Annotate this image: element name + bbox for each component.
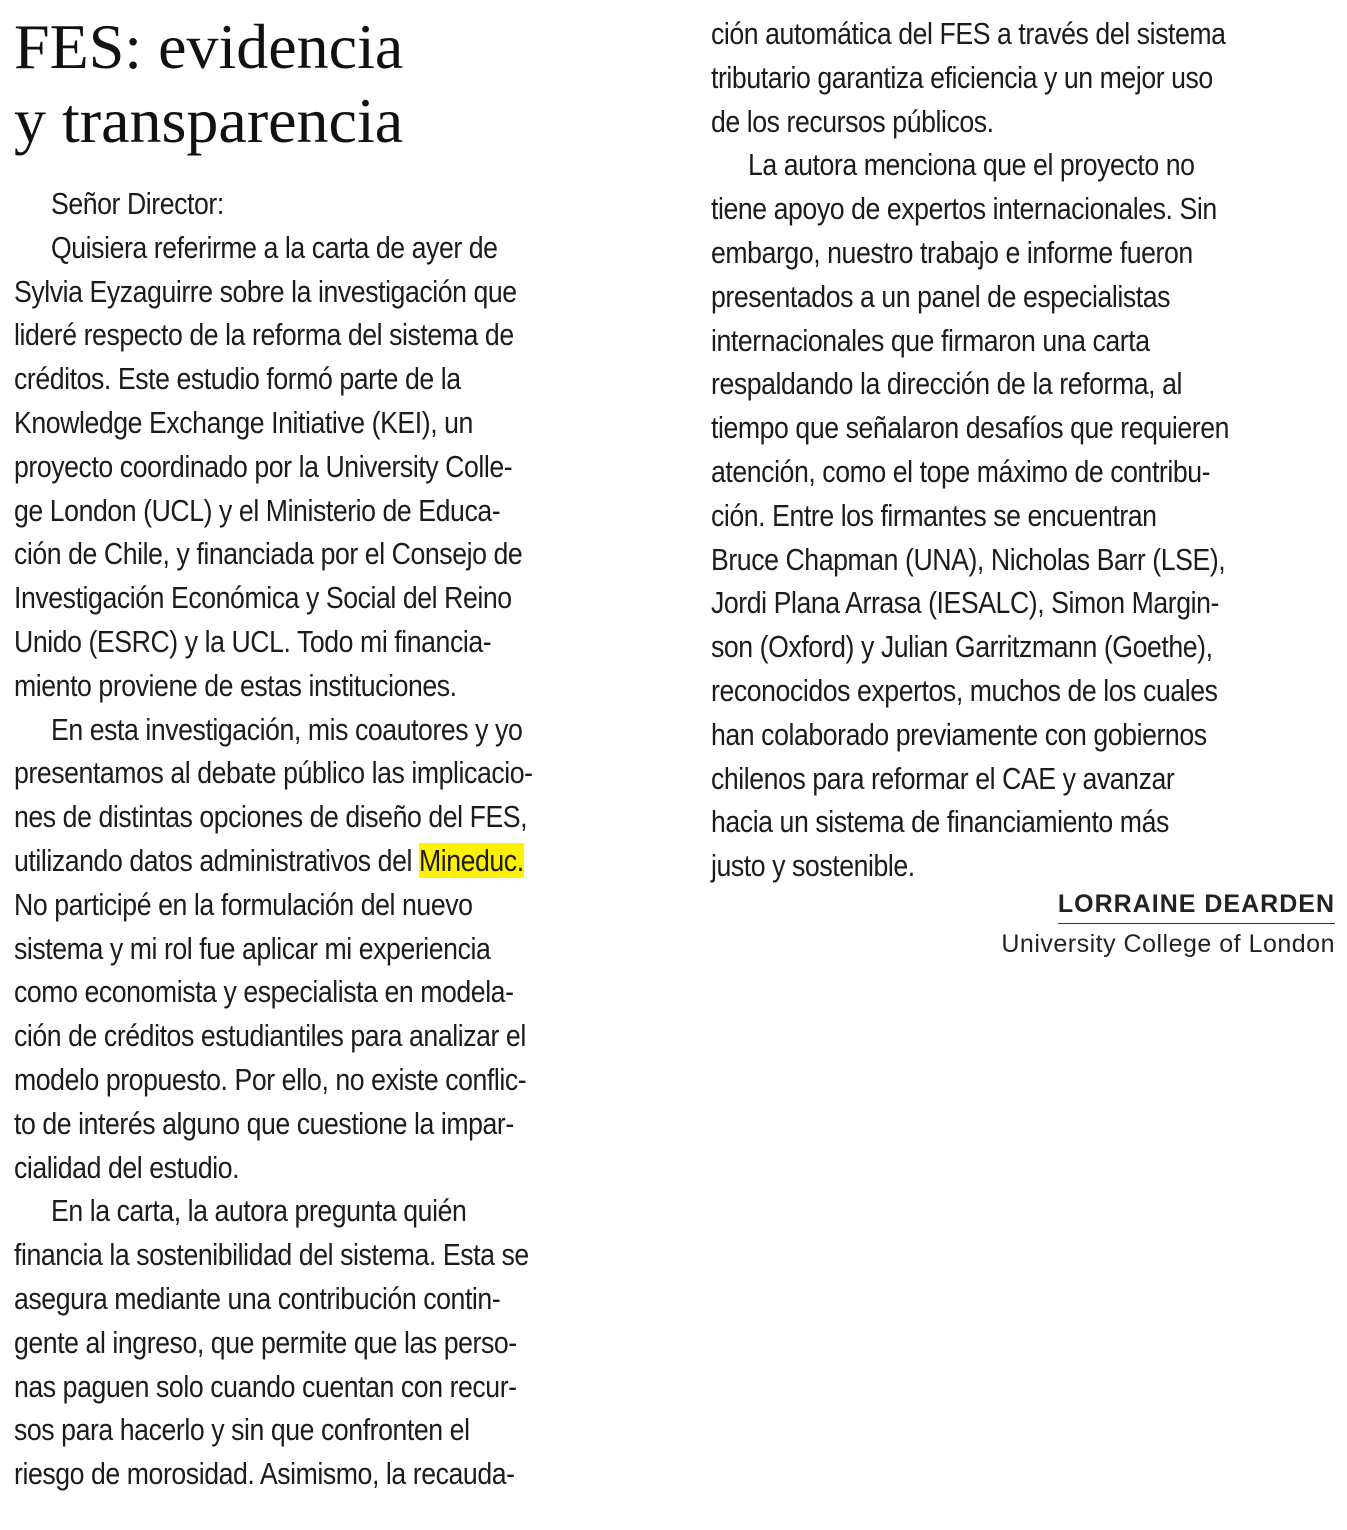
text-line: créditos. Este estudio formó parte de la: [14, 361, 461, 397]
text-line: [14, 839, 564, 883]
headline-line-2: y transparencia: [14, 85, 404, 156]
text-line: embargo, nuestro trabajo e informe fueron: [711, 234, 1193, 270]
text-line: como economista y especialista en modela-: [14, 974, 514, 1010]
author-institution: University College of London: [1001, 930, 1335, 958]
text-line: nas paguen solo cuando cuentan con recur-: [14, 1368, 517, 1404]
text-line: tiene apoyo de expertos internacionales. Sin: [711, 191, 1217, 227]
author-name: LORRAINE DEARDEN: [1058, 890, 1335, 924]
text-line: presentamos al debate público las implicacio-: [14, 755, 533, 791]
text-line: financia la sostenibilidad del sistema. Esta se: [14, 1237, 529, 1273]
text-line: miento proviene de estas instituciones.: [14, 667, 457, 703]
text-line: atención, como el tope máximo de contribu-: [711, 453, 1211, 489]
text-line: nes de distintas opciones de diseño del FES,: [14, 799, 528, 835]
text-line: ge London (UCL) y el Ministerio de Educa-: [14, 492, 501, 528]
text-line: de los recursos públicos.: [711, 103, 994, 139]
text-line: Bruce Chapman (UNA), Nicholas Barr (LSE),: [711, 541, 1226, 577]
text-line: La autora menciona que el proyecto no: [747, 147, 1195, 183]
text-line: proyecto coordinado por la University Colle-: [14, 448, 513, 484]
text-line: tributario garantiza eficiencia y un mejor uso: [711, 59, 1213, 95]
headline: [14, 10, 654, 158]
text-line: internacionales que firmaron una carta: [711, 322, 1150, 358]
text-line: presentados a un panel de especialistas: [711, 278, 1170, 314]
text-line: tiempo que señalaron desafíos que requieren: [711, 410, 1230, 446]
text-line: En esta investigación, mis coautores y yo: [50, 711, 523, 747]
text-line: ción de créditos estudiantiles para analizar el: [14, 1018, 526, 1054]
text-line: ción de Chile, y financiada por el Consejo de: [14, 536, 523, 572]
text-line: Sylvia Eyzaguirre sobre la investigación que: [14, 273, 517, 309]
highlighted-mineduc: Mineduc.: [418, 842, 524, 878]
text-line: Jordi Plana Arrasa (IESALC), Simon Margin-: [711, 585, 1219, 621]
text-line: Knowledge Exchange Initiative (KEI), un: [14, 404, 473, 440]
text-line: modelo propuesto. Por ello, no existe conflic-: [14, 1061, 527, 1097]
text-line: reconocidos expertos, muchos de los cuales: [711, 672, 1218, 708]
text-line: sistema y mi rol fue aplicar mi experiencia: [14, 930, 491, 966]
left-column: [14, 182, 654, 1496]
signature: [915, 890, 1335, 959]
text-line: Quisiera referirme a la carta de ayer de: [50, 229, 498, 265]
text-line: respaldando la dirección de la reforma, al: [711, 366, 1182, 402]
text-line: Investigación Económica y Social del Reino: [14, 580, 512, 616]
text-line: chilenos para reformar el CAE y avanzar: [711, 760, 1175, 796]
text-line: riesgo de morosidad. Asimismo, la recauda-: [14, 1456, 515, 1492]
text-line: to de interés alguno que cuestione la impar-: [14, 1105, 514, 1141]
text-line: justo y sostenible.: [711, 848, 915, 884]
text-line: hacia un sistema de financiamiento más: [711, 804, 1169, 840]
text-fragment: utilizando datos administrativos del: [14, 842, 419, 878]
right-column: [711, 12, 1336, 888]
text-line: son (Oxford) y Julian Garritzmann (Goethe),: [711, 629, 1213, 665]
text-line: asegura mediante una contribución contin-: [14, 1280, 501, 1316]
text-line: Unido (ESRC) y la UCL. Todo mi financia-: [14, 623, 492, 659]
text-line: ción. Entre los firmantes se encuentran: [711, 497, 1157, 533]
text-line: ción automática del FES a través del sistema: [711, 16, 1226, 51]
text-line: No participé en la formulación del nuevo: [14, 886, 473, 922]
salutation: Señor Director:: [50, 186, 224, 221]
text-line: han colaborado previamente con gobiernos: [711, 716, 1207, 752]
text-line: gente al ingreso, que permite que las perso-: [14, 1324, 517, 1360]
text-line: En la carta, la autora pregunta quién: [50, 1193, 467, 1229]
headline-line-1: FES: evidencia: [14, 11, 404, 82]
text-line: cialidad del estudio.: [14, 1149, 240, 1185]
text-line: lideré respecto de la reforma del sistema de: [14, 317, 514, 353]
text-line: sos para hacerlo y sin que confronten el: [14, 1412, 470, 1448]
